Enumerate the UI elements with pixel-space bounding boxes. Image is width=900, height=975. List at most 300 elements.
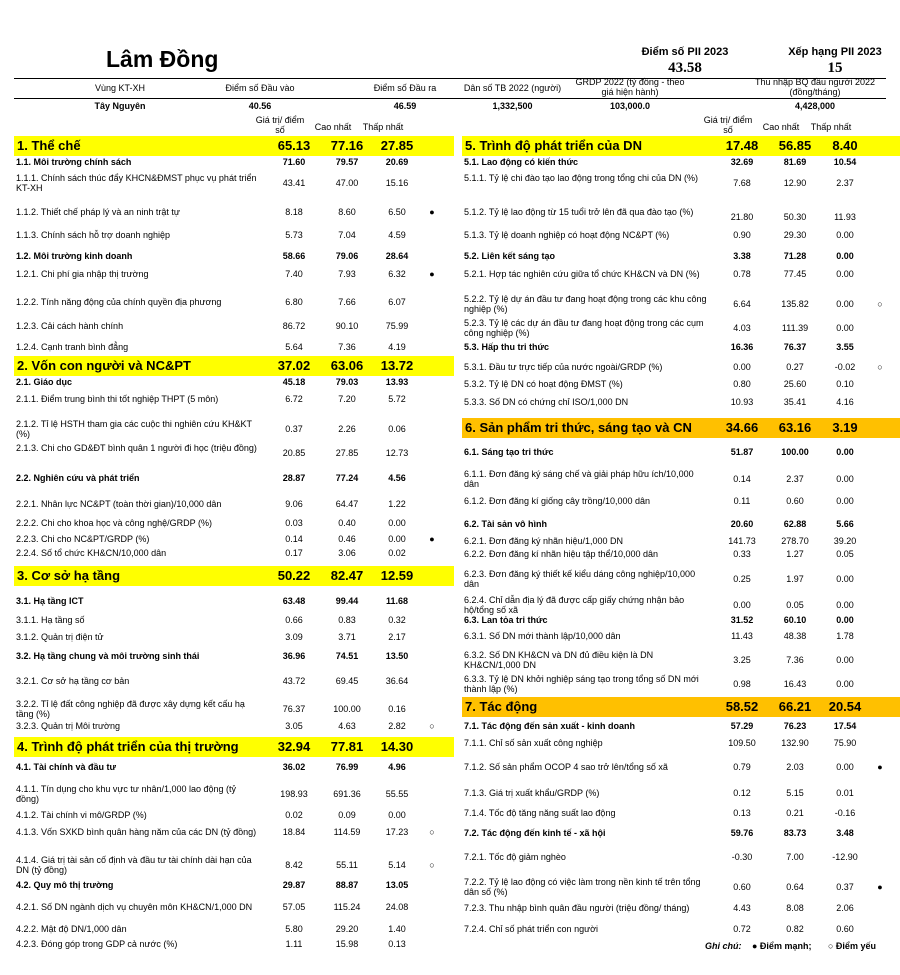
pillar-row bbox=[14, 566, 454, 586]
indicator-label: 1.1.2. Thiết chế pháp lý và an ninh trật tự bbox=[16, 207, 180, 217]
indicator-value: 29.87 bbox=[282, 880, 306, 890]
indicator-min: 1.40 bbox=[388, 924, 406, 934]
weakness-marker: ○ bbox=[429, 860, 435, 870]
indicator-max: 77.81 bbox=[330, 739, 364, 754]
indicator-min: 13.72 bbox=[380, 358, 414, 373]
indicator-value: 45.18 bbox=[282, 377, 306, 387]
indicator-label: 7.1.1. Chỉ số sản xuất công nghiệp bbox=[464, 738, 603, 748]
indicator-min: 6.07 bbox=[388, 297, 406, 307]
indicator-value: 3.09 bbox=[285, 632, 303, 642]
income-label: Thu nhập BQ đầu người 2022 (đồng/tháng) bbox=[754, 77, 875, 97]
indicator-label: 6.3.3. Tỷ lệ DN khởi nghiệp sáng tạo trong tổng số DN mới thành lập (%) bbox=[464, 674, 699, 694]
indicator-min: 75.90 bbox=[833, 738, 857, 748]
indicator-max: 88.87 bbox=[335, 880, 359, 890]
indicator-max: 7.36 bbox=[786, 655, 804, 665]
indicator-label: 7.2.1. Tốc độ giảm nghèo bbox=[464, 852, 566, 862]
indicator-min: 0.00 bbox=[836, 230, 854, 240]
indicator-value: 0.03 bbox=[285, 518, 303, 528]
indicator-label: 5. Trình độ phát triển của DN bbox=[465, 138, 642, 153]
indicator-value: 0.25 bbox=[733, 574, 751, 584]
indicator-value: 141.73 bbox=[728, 536, 756, 546]
legend-note: Ghi chú: bbox=[705, 941, 742, 951]
indicator-min: -12.90 bbox=[832, 852, 858, 862]
indicator-label: 6.3. Lan tỏa tri thức bbox=[464, 615, 548, 625]
indicator-max: 0.21 bbox=[786, 808, 804, 818]
indicator-label: 3.2.1. Cơ sở hạ tầng cơ bản bbox=[16, 676, 130, 686]
indicator-min: 10.54 bbox=[833, 157, 857, 167]
indicator-label: 3.1.1. Hạ tầng số bbox=[16, 615, 85, 625]
indicator-label: 4.2.3. Đóng góp trong GDP cả nước (%) bbox=[16, 939, 178, 949]
indicator-max: 47.00 bbox=[335, 178, 359, 188]
indicator-value: 4.03 bbox=[733, 323, 751, 333]
legend-strength: ● Điểm mạnh; bbox=[752, 941, 812, 951]
indicator-min: 0.06 bbox=[388, 424, 406, 434]
indicator-max: 63.06 bbox=[330, 358, 364, 373]
indicator-max: 4.63 bbox=[338, 721, 356, 731]
pillar-row bbox=[14, 136, 454, 156]
population-label: Dân số TB 2022 (người) bbox=[463, 83, 562, 93]
indicator-max: 691.36 bbox=[333, 789, 361, 799]
indicator-max: 60.10 bbox=[783, 615, 807, 625]
pii-rank-value: 15 bbox=[827, 60, 843, 76]
indicator-min: 0.00 bbox=[836, 269, 854, 279]
indicator-value: 3.05 bbox=[285, 721, 303, 731]
province-title: Lâm Đồng bbox=[106, 46, 219, 72]
indicator-value: 0.00 bbox=[733, 600, 751, 610]
indicator-value: 16.36 bbox=[730, 342, 754, 352]
indicator-label: 2.2.3. Chi cho NC&PT/GRDP (%) bbox=[16, 534, 150, 544]
income-value: 4,428,000 bbox=[794, 101, 836, 111]
indicator-value: 4.43 bbox=[733, 903, 751, 913]
left-col-value-header: Giá trị/ điểm số bbox=[255, 115, 305, 135]
indicator-max: 0.83 bbox=[338, 615, 356, 625]
left-col-max-header: Cao nhất bbox=[314, 122, 352, 132]
indicator-value: 57.05 bbox=[282, 902, 306, 912]
indicator-value: 36.96 bbox=[282, 651, 306, 661]
indicator-value: 58.66 bbox=[282, 251, 306, 261]
indicator-label: 4.2.1. Số DN ngành dịch vụ chuyên môn KH&CN/1,000 DN bbox=[16, 902, 253, 912]
indicator-label: 6.3.1. Số DN mới thành lập/10,000 dân bbox=[464, 631, 621, 641]
indicator-min: 0.00 bbox=[388, 518, 406, 528]
indicator-value: 18.84 bbox=[282, 827, 306, 837]
strength-marker: ● bbox=[429, 534, 435, 544]
pillar-row bbox=[462, 136, 900, 156]
indicator-min: 12.73 bbox=[385, 448, 409, 458]
indicator-min: 39.20 bbox=[833, 536, 857, 546]
indicator-min: 3.55 bbox=[836, 342, 854, 352]
indicator-max: 77.24 bbox=[335, 473, 359, 483]
indicator-min: 6.50 bbox=[388, 207, 406, 217]
indicator-max: 69.45 bbox=[335, 676, 359, 686]
indicator-value: 59.76 bbox=[730, 828, 754, 838]
indicator-min: 0.01 bbox=[836, 788, 854, 798]
indicator-min: 2.37 bbox=[836, 178, 854, 188]
indicator-min: 4.59 bbox=[388, 230, 406, 240]
indicator-max: 76.99 bbox=[335, 762, 359, 772]
indicator-max: 90.10 bbox=[335, 321, 359, 331]
indicator-value: 17.48 bbox=[725, 138, 759, 153]
indicator-value: 7.68 bbox=[733, 178, 751, 188]
indicator-value: 65.13 bbox=[277, 138, 311, 153]
indicator-value: 5.73 bbox=[285, 230, 303, 240]
indicator-value: 0.00 bbox=[733, 362, 751, 372]
indicator-min: 75.99 bbox=[385, 321, 409, 331]
grdp-label: GRDP 2022 (tỷ đồng - theo giá hiện hành) bbox=[575, 77, 685, 97]
indicator-max: 63.16 bbox=[778, 420, 812, 435]
indicator-max: 81.69 bbox=[783, 157, 807, 167]
weakness-marker: ○ bbox=[877, 362, 883, 372]
indicator-max: 64.47 bbox=[335, 499, 359, 509]
output-score-label: Điểm số Đầu ra bbox=[373, 83, 437, 93]
population-value: 1,332,500 bbox=[492, 101, 533, 111]
indicator-label: 2.1. Giáo dục bbox=[16, 377, 73, 387]
indicator-max: 71.28 bbox=[783, 251, 807, 261]
output-score-value: 46.59 bbox=[393, 101, 417, 111]
indicator-min: 0.00 bbox=[836, 679, 854, 689]
indicator-label: 3. Cơ sở hạ tầng bbox=[17, 568, 121, 583]
indicator-label: 2. Vốn con người và NC&PT bbox=[17, 358, 191, 373]
indicator-value: 0.13 bbox=[733, 808, 751, 818]
pillar-row bbox=[14, 356, 454, 376]
indicator-max: 74.51 bbox=[335, 651, 359, 661]
indicator-max: 27.85 bbox=[335, 448, 359, 458]
left-col-min-header: Thấp nhất bbox=[362, 122, 404, 132]
indicator-value: 0.14 bbox=[733, 474, 751, 484]
indicator-label: 2.2.4. Số tổ chức KH&CN/10,000 dân bbox=[16, 548, 167, 558]
indicator-label: 7.2.2. Tỷ lệ lao động có việc làm trong nền kinh tế trên tổng dân số (%) bbox=[464, 877, 701, 897]
indicator-min: 12.59 bbox=[380, 568, 414, 583]
indicator-min: 0.00 bbox=[836, 615, 854, 625]
indicator-min: 5.66 bbox=[836, 519, 854, 529]
indicator-label: 5.2.1. Hợp tác nghiên cứu giữa tổ chức KH&CN và DN (%) bbox=[464, 269, 700, 279]
grdp-value: 103,000.0 bbox=[609, 101, 651, 111]
indicator-min: 13.50 bbox=[385, 651, 409, 661]
indicator-label: 6.2.2. Đơn đăng kí nhãn hiệu tập thể/10,000 dân bbox=[464, 549, 659, 559]
indicator-min: 0.00 bbox=[836, 496, 854, 506]
weakness-marker: ○ bbox=[877, 299, 883, 309]
indicator-value: 0.14 bbox=[285, 534, 303, 544]
indicator-max: 35.41 bbox=[783, 397, 807, 407]
indicator-value: 198.93 bbox=[280, 789, 308, 799]
indicator-label: 7.2.4. Chỉ số phát triển con người bbox=[464, 924, 599, 934]
indicator-max: 50.30 bbox=[783, 212, 807, 222]
weakness-marker: ○ bbox=[429, 721, 435, 731]
indicator-label: 5.1.3. Tỷ lệ doanh nghiệp có hoạt động NC&PT (%) bbox=[464, 230, 670, 240]
indicator-min: 1.22 bbox=[388, 499, 406, 509]
indicator-label: 5.3.1. Đầu tư trực tiếp của nước ngoài/GRDP (%) bbox=[464, 362, 663, 372]
indicator-label: 7.1.3. Giá trị xuất khẩu/GRDP (%) bbox=[464, 788, 600, 798]
weakness-marker: ○ bbox=[429, 827, 435, 837]
indicator-label: 3.2.3. Quản trị Môi trường bbox=[16, 721, 120, 731]
indicator-label: 4.1.2. Tài chính vi mô/GRDP (%) bbox=[16, 810, 147, 820]
indicator-min: 6.32 bbox=[388, 269, 406, 279]
indicator-value: 0.79 bbox=[733, 762, 751, 772]
indicator-value: 28.87 bbox=[282, 473, 306, 483]
indicator-min: 4.96 bbox=[388, 762, 406, 772]
indicator-min: 0.00 bbox=[836, 600, 854, 610]
indicator-min: 5.72 bbox=[388, 394, 406, 404]
indicator-value: 57.29 bbox=[730, 721, 754, 731]
indicator-value: 5.64 bbox=[285, 342, 303, 352]
indicator-label: 5.2.2. Tỷ lệ dự án đầu tư đang hoạt động trong các khu công nghiệp (%) bbox=[464, 294, 707, 314]
strength-marker: ● bbox=[877, 762, 883, 772]
indicator-max: 0.82 bbox=[786, 924, 804, 934]
strength-marker: ● bbox=[429, 207, 435, 217]
indicator-label: 7.1.4. Tốc độ tăng năng suất lao động bbox=[464, 808, 616, 818]
indicator-label: 4.1.4. Giá trị tài sản cố định và đầu tư tài chính dài hạn của DN (tỷ đồng) bbox=[16, 855, 252, 875]
indicator-min: 15.16 bbox=[385, 178, 409, 188]
indicator-max: 29.20 bbox=[335, 924, 359, 934]
right-col-max-header: Cao nhất bbox=[762, 122, 800, 132]
indicator-min: 0.13 bbox=[388, 939, 406, 949]
indicator-label: 3.1.2. Quản trị điện tử bbox=[16, 632, 104, 642]
indicator-label: 6.1.2. Đơn đăng kí giống cây trồng/10,000 dân bbox=[464, 496, 651, 506]
indicator-min: 20.54 bbox=[828, 699, 862, 714]
indicator-label: 1.2.1. Chi phí gia nhập thị trường bbox=[16, 269, 149, 279]
indicator-max: 0.64 bbox=[786, 882, 804, 892]
indicator-value: 86.72 bbox=[282, 321, 306, 331]
indicator-min: 55.55 bbox=[385, 789, 409, 799]
indicator-value: 6.72 bbox=[285, 394, 303, 404]
indicator-min: 1.78 bbox=[836, 631, 854, 641]
indicator-min: 4.16 bbox=[836, 397, 854, 407]
indicator-value: 109.50 bbox=[728, 738, 756, 748]
pii-rank-label: Xếp hạng PII 2023 bbox=[788, 46, 882, 58]
indicator-min: 3.48 bbox=[836, 828, 854, 838]
indicator-max: 76.23 bbox=[783, 721, 807, 731]
indicator-label: 4.2. Quy mô thị trường bbox=[16, 880, 114, 890]
indicator-min: 27.85 bbox=[380, 138, 414, 153]
indicator-max: 111.39 bbox=[781, 323, 809, 333]
indicator-min: 0.02 bbox=[388, 548, 406, 558]
indicator-max: 76.37 bbox=[783, 342, 807, 352]
indicator-label: 7.2.3. Thu nhập bình quân đầu người (triệu đồng/ tháng) bbox=[464, 903, 690, 913]
indicator-label: 7.1.2. Số sản phẩm OCOP 4 sao trở lên/tổng số xã bbox=[464, 762, 668, 772]
indicator-value: 0.98 bbox=[733, 679, 751, 689]
indicator-max: 2.37 bbox=[786, 474, 804, 484]
indicator-max: 0.60 bbox=[786, 496, 804, 506]
indicator-label: 4.1. Tài chính và đầu tư bbox=[16, 762, 117, 772]
region-label: Vùng KT-XH bbox=[94, 83, 146, 93]
indicator-max: 115.24 bbox=[333, 902, 361, 912]
indicator-max: 82.47 bbox=[330, 568, 364, 583]
indicator-label: 5.2. Liên kết sáng tạo bbox=[464, 251, 556, 261]
indicator-value: 32.69 bbox=[730, 157, 754, 167]
indicator-value: 0.11 bbox=[733, 496, 751, 506]
indicator-min: 8.40 bbox=[832, 138, 858, 153]
indicator-value: 58.52 bbox=[725, 699, 759, 714]
indicator-max: 12.90 bbox=[783, 178, 807, 188]
indicator-max: 3.06 bbox=[338, 548, 356, 558]
indicator-min: 0.00 bbox=[836, 574, 854, 584]
indicator-value: 0.78 bbox=[733, 269, 751, 279]
strength-marker: ● bbox=[877, 882, 883, 892]
indicator-label: 1.1.1. Chính sách thúc đẩy KHCN&ĐMST phục vụ phát triển KT-XH bbox=[16, 173, 257, 193]
indicator-label: 6.2. Tài sản vô hình bbox=[464, 519, 548, 529]
indicator-max: 55.11 bbox=[336, 860, 358, 870]
indicator-min: 0.60 bbox=[836, 924, 854, 934]
indicator-min: 0.00 bbox=[836, 251, 854, 261]
indicator-value: 50.22 bbox=[277, 568, 311, 583]
header-mid-rule bbox=[14, 98, 886, 99]
indicator-label: 7.2. Tác động đến kinh tế - xã hội bbox=[464, 828, 606, 838]
indicator-label: 1.2.2. Tính năng động của chính quyền địa phương bbox=[16, 297, 222, 307]
indicator-min: 0.00 bbox=[836, 655, 854, 665]
indicator-label: 4.2.2. Mật độ DN/1,000 dân bbox=[16, 924, 127, 934]
indicator-max: 100.00 bbox=[333, 704, 361, 714]
indicator-max: 99.44 bbox=[335, 596, 359, 606]
indicator-label: 1.1.3. Chính sách hỗ trợ doanh nghiệp bbox=[16, 230, 171, 240]
indicator-value: 8.18 bbox=[285, 207, 303, 217]
indicator-min: -0.02 bbox=[834, 362, 856, 372]
indicator-label: 3.2.2. Tỉ lệ đất công nghiệp đã được xây dựng kết cấu hạ tầng (%) bbox=[16, 699, 245, 719]
indicator-min: 3.19 bbox=[832, 420, 858, 435]
legend-weakness: ○ Điểm yếu bbox=[828, 941, 876, 951]
indicator-label: 1.2.3. Cải cách hành chính bbox=[16, 321, 124, 331]
indicator-max: 5.15 bbox=[786, 788, 804, 798]
indicator-min: 17.54 bbox=[833, 721, 857, 731]
indicator-max: 278.70 bbox=[781, 536, 809, 546]
indicator-label: 1. Thể chế bbox=[17, 138, 81, 153]
right-col-value-header: Giá trị/ điểm số bbox=[703, 115, 753, 135]
pillar-row bbox=[14, 737, 454, 757]
indicator-value: 0.12 bbox=[733, 788, 751, 798]
indicator-value: 7.40 bbox=[285, 269, 303, 279]
indicator-value: 8.42 bbox=[285, 860, 303, 870]
indicator-max: 79.57 bbox=[335, 157, 359, 167]
indicator-max: 0.27 bbox=[786, 362, 804, 372]
indicator-max: 0.09 bbox=[338, 810, 356, 820]
indicator-max: 83.73 bbox=[783, 828, 807, 838]
indicator-min: 13.05 bbox=[385, 880, 409, 890]
indicator-max: 8.08 bbox=[786, 903, 804, 913]
indicator-min: 0.00 bbox=[836, 323, 854, 333]
indicator-max: 8.60 bbox=[338, 207, 356, 217]
indicator-min: 0.00 bbox=[836, 299, 854, 309]
indicator-label: 3.1. Hạ tầng ICT bbox=[16, 596, 84, 606]
indicator-label: 4.1.3. Vốn SXKD bình quân hàng năm của các DN (tỷ đồng) bbox=[16, 827, 257, 837]
indicator-min: 0.16 bbox=[388, 704, 406, 714]
indicator-min: 13.93 bbox=[385, 377, 409, 387]
indicator-min: 14.30 bbox=[380, 739, 414, 754]
strength-marker: ● bbox=[429, 269, 435, 279]
indicator-value: 43.41 bbox=[282, 178, 306, 188]
indicator-label: 3.2. Hạ tầng chung và môi trường sinh thái bbox=[16, 651, 200, 661]
indicator-label: 7. Tác động bbox=[465, 699, 538, 714]
pii-score-label: Điểm số PII 2023 bbox=[641, 46, 729, 58]
indicator-label: 1.1. Môi trường chính sách bbox=[16, 157, 132, 167]
indicator-value: 0.72 bbox=[733, 924, 751, 934]
indicator-max: 79.03 bbox=[335, 377, 359, 387]
indicator-label: 2.2.1. Nhân lực NC&PT (toàn thời gian)/10,000 dân bbox=[16, 499, 222, 509]
indicator-value: 0.80 bbox=[733, 379, 751, 389]
indicator-label: 6.2.3. Đơn đăng ký thiết kế kiểu dáng công nghiệp/10,000 dân bbox=[464, 569, 696, 589]
indicator-min: 17.23 bbox=[385, 827, 409, 837]
input-score-label: Điểm số Đầu vào bbox=[225, 83, 295, 93]
indicator-label: 5.2.3. Tỷ lệ các dự án đầu tư đang hoạt động trong các cụm công nghiệp (%) bbox=[464, 318, 704, 338]
indicator-min: 24.08 bbox=[385, 902, 409, 912]
indicator-value: 43.72 bbox=[282, 676, 306, 686]
indicator-value: 0.33 bbox=[733, 549, 751, 559]
indicator-label: 5.1. Lao động có kiến thức bbox=[464, 157, 579, 167]
right-col-min-header: Thấp nhất bbox=[810, 122, 852, 132]
indicator-value: 32.94 bbox=[277, 739, 311, 754]
pillar-row bbox=[462, 418, 900, 438]
indicator-min: 11.68 bbox=[385, 596, 409, 606]
region-value: Tây Nguyên bbox=[94, 101, 146, 111]
indicator-value: 0.17 bbox=[285, 548, 303, 558]
indicator-value: 6.80 bbox=[285, 297, 303, 307]
indicator-max: 114.59 bbox=[333, 827, 361, 837]
indicator-label: 6.2.1. Đơn đăng ký nhãn hiệu/1,000 DN bbox=[464, 536, 624, 546]
indicator-value: 1.11 bbox=[285, 939, 303, 949]
indicator-label: 2.1.2. Tỉ lệ HSTH tham gia các cuộc thi nghiên cứu KH&KT (%) bbox=[16, 419, 252, 439]
indicator-value: 31.52 bbox=[730, 615, 754, 625]
indicator-min: 0.05 bbox=[836, 549, 854, 559]
indicator-max: 16.43 bbox=[783, 679, 807, 689]
indicator-value: 0.90 bbox=[733, 230, 751, 240]
indicator-max: 29.30 bbox=[783, 230, 807, 240]
indicator-max: 1.97 bbox=[786, 574, 804, 584]
indicator-value: 9.06 bbox=[285, 499, 303, 509]
indicator-label: 6.2.4. Chỉ dẫn địa lý đã được cấp giấy chứng nhận bảo hộ/tổng số xã bbox=[464, 595, 685, 615]
indicator-value: 0.60 bbox=[733, 882, 751, 892]
indicator-min: -0.16 bbox=[834, 808, 856, 818]
indicator-label: 1.2.4. Cạnh tranh bình đẳng bbox=[16, 342, 129, 352]
indicator-label: 2.1.3. Chi cho GD&ĐT bình quân 1 người đi học (triệu đồng) bbox=[16, 443, 257, 453]
indicator-max: 0.05 bbox=[786, 600, 804, 610]
indicator-max: 7.04 bbox=[338, 230, 356, 240]
indicator-value: 5.80 bbox=[285, 924, 303, 934]
indicator-value: 63.48 bbox=[282, 596, 306, 606]
indicator-max: 0.46 bbox=[338, 534, 356, 544]
indicator-min: 5.14 bbox=[388, 860, 406, 870]
indicator-max: 132.90 bbox=[781, 738, 809, 748]
indicator-value: 71.60 bbox=[282, 157, 306, 167]
indicator-max: 1.27 bbox=[786, 549, 804, 559]
indicator-max: 7.66 bbox=[338, 297, 356, 307]
indicator-min: 4.56 bbox=[388, 473, 406, 483]
indicator-max: 56.85 bbox=[778, 138, 812, 153]
indicator-max: 25.60 bbox=[783, 379, 807, 389]
indicator-label: 2.2. Nghiên cứu và phát triển bbox=[16, 473, 140, 483]
indicator-value: 10.93 bbox=[730, 397, 754, 407]
indicator-label: 5.3.3. Số DN có chứng chỉ ISO/1,000 DN bbox=[464, 397, 629, 407]
indicator-max: 15.98 bbox=[335, 939, 359, 949]
indicator-label: 4.1.1. Tín dụng cho khu vực tư nhân/1,000 lao động (tỷ đồng) bbox=[16, 784, 237, 804]
indicator-min: 0.32 bbox=[388, 615, 406, 625]
indicator-value: 6.64 bbox=[733, 299, 751, 309]
indicator-max: 7.36 bbox=[338, 342, 356, 352]
indicator-label: 6. Sản phẩm tri thức, sáng tạo và CN bbox=[465, 420, 692, 435]
indicator-max: 66.21 bbox=[778, 699, 812, 714]
indicator-min: 0.00 bbox=[388, 534, 406, 544]
indicator-value: 51.87 bbox=[730, 447, 754, 457]
indicator-min: 28.64 bbox=[385, 251, 409, 261]
indicator-min: 11.93 bbox=[834, 212, 856, 222]
indicator-max: 2.26 bbox=[338, 424, 356, 434]
indicator-max: 77.16 bbox=[330, 138, 364, 153]
indicator-value: 37.02 bbox=[277, 358, 311, 373]
indicator-max: 2.03 bbox=[786, 762, 804, 772]
indicator-min: 0.00 bbox=[836, 762, 854, 772]
indicator-value: 34.66 bbox=[725, 420, 759, 435]
pillar-row bbox=[462, 697, 900, 717]
indicator-max: 7.93 bbox=[338, 269, 356, 279]
indicator-max: 3.71 bbox=[338, 632, 356, 642]
indicator-value: 0.02 bbox=[285, 810, 303, 820]
indicator-label: 1.2. Môi trường kinh doanh bbox=[16, 251, 133, 261]
